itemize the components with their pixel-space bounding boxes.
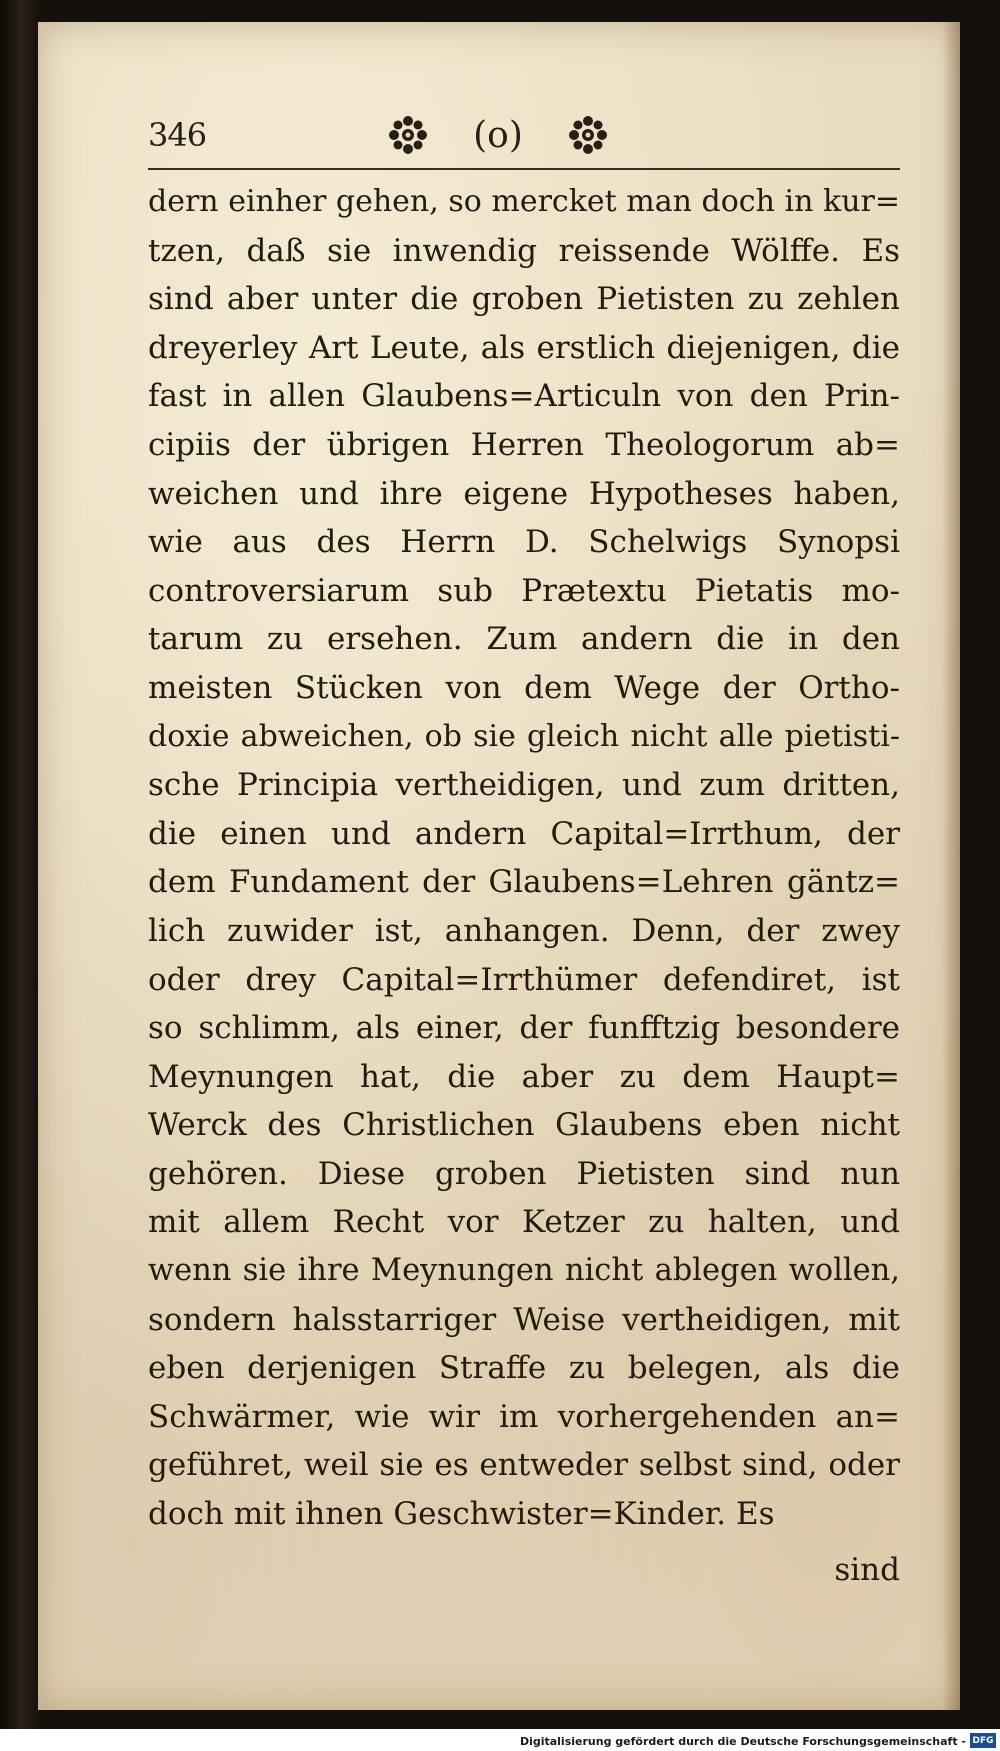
rosette-right-icon (568, 115, 608, 155)
text-line: sche Principia vertheidigen, und zum dritten, (148, 767, 900, 804)
ornament-center-text: (o) (473, 114, 523, 156)
text-line: oder drey Capital=Irrthümer defendiret, ist (148, 961, 900, 998)
text-line: Werck des Christlichen Glaubens eben nicht (148, 1107, 900, 1144)
header-ornament (388, 112, 608, 158)
dfg-logo-icon: DFG (970, 1733, 996, 1748)
text-line: sondern halsstarriger Weise vertheidigen, mit (148, 1301, 900, 1338)
text-line: lich zuwider ist, anhangen. Denn, der zwey (148, 912, 900, 949)
rosette-left-icon (388, 115, 428, 155)
text-line: meisten Stücken von dem Wege der Ortho- (148, 669, 900, 706)
page-number: 346 (148, 116, 207, 154)
text-line: tzen, daß sie inwendig reissende Wölffe. Es (148, 232, 900, 269)
catchword: sind (834, 1552, 900, 1588)
text-line: doxie abweichen, ob sie gleich nicht alle pietisti- (148, 718, 900, 754)
text-line: dreyerley Art Leute, als erstlich diejenigen, die (148, 329, 900, 366)
header-rule (148, 168, 900, 170)
text-line: cipiis der übrigen Herren Theologorum ab= (148, 426, 900, 463)
page-edge-shadow (942, 22, 960, 1710)
body-text (148, 178, 900, 1539)
text-line: controversiarum sub Prætextu Pietatis mo- (148, 572, 900, 609)
text-line: sind aber unter die groben Pietisten zu zehlen (148, 281, 900, 318)
text-line: dem Fundament der Glaubens=Lehren gäntz= (148, 864, 900, 901)
text-line: fast in allen Glaubens=Articuln von den Prin- (148, 378, 900, 415)
text-line: gehören. Diese groben Pietisten sind nun (148, 1155, 900, 1192)
page-header (148, 112, 900, 158)
text-line: eben derjenigen Straffe zu belegen, als die (148, 1350, 900, 1387)
funding-credit: Digitalisierung gefördert durch die Deutsche Forschungsgemeinschaft - (519, 1735, 966, 1748)
text-line: so schlimm, als einer, der funfftzig besondere (148, 1010, 900, 1047)
text-line: mit allem Recht vor Ketzer zu halten, und (148, 1204, 900, 1241)
digitization-footer (0, 1729, 1000, 1751)
text-line: Schwärmer, wie wir im vorhergehenden an= (148, 1398, 900, 1435)
text-line: Meynungen hat, die aber zu dem Haupt= (148, 1058, 900, 1095)
text-line: wie aus des Herrn D. Schelwigs Synopsi (148, 524, 900, 561)
text-line: dern einher gehen, so mercket man doch in kur= (148, 184, 900, 219)
text-line: wenn sie ihre Meynungen nicht ablegen wollen, (148, 1253, 900, 1289)
text-line: weichen und ihre eigene Hypotheses haben, (148, 475, 900, 512)
text-line: die einen und andern Capital=Irrthum, der (148, 815, 900, 852)
text-line: tarum zu ersehen. Zum andern die in den (148, 621, 900, 658)
text-line: geführet, weil sie es entweder selbst sind, oder (148, 1447, 900, 1484)
text-line: doch mit ihnen Geschwister=Kinder. Es (148, 1496, 775, 1533)
